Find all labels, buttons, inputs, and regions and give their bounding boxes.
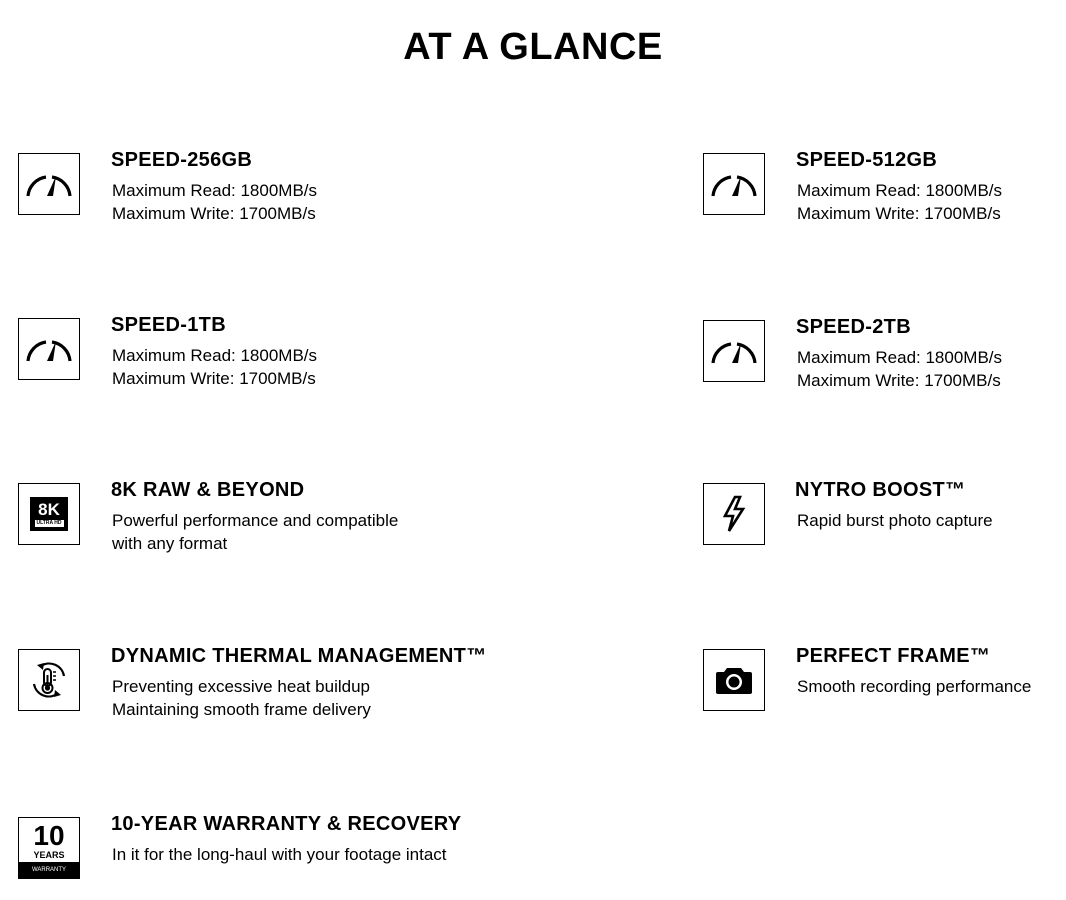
warranty-number: 10 xyxy=(33,820,65,851)
feature-heading: SPEED-512GB xyxy=(796,149,938,171)
feature-heading: SPEED-1TB xyxy=(111,314,226,336)
camera-icon xyxy=(703,649,765,711)
feature-line: Preventing excessive heat buildup xyxy=(112,677,370,696)
feature-line: Maximum Write: 1700MB/s xyxy=(797,371,1001,390)
warranty-badge-icon xyxy=(18,817,80,879)
ultra-hd-label: ULTRA HD xyxy=(36,520,62,526)
speedometer-icon xyxy=(18,318,80,380)
feature-heading: SPEED-256GB xyxy=(111,149,253,171)
feature-heading: 8K RAW & BEYOND xyxy=(111,479,305,501)
feature-line: Maximum Write: 1700MB/s xyxy=(112,369,316,388)
feature-line: Smooth recording performance xyxy=(797,677,1032,696)
feature-heading: SPEED-2TB xyxy=(796,316,911,338)
8k-ultra-hd-icon xyxy=(18,483,80,545)
feature-line: Maximum Write: 1700MB/s xyxy=(797,204,1001,223)
warranty-years: YEARS xyxy=(33,850,65,860)
feature-heading: NYTRO BOOST™ xyxy=(795,479,966,501)
page-title: AT A GLANCE xyxy=(403,26,663,68)
feature-line: Maximum Read: 1800MB/s xyxy=(112,346,318,365)
feature-line: Maximum Read: 1800MB/s xyxy=(797,348,1003,367)
feature-line: Maximum Read: 1800MB/s xyxy=(797,181,1003,200)
feature-line: with any format xyxy=(112,534,228,553)
feature-line: Maximum Write: 1700MB/s xyxy=(112,204,316,223)
thermometer-cycle-icon xyxy=(18,649,80,711)
feature-heading: DYNAMIC THERMAL MANAGEMENT™ xyxy=(111,645,487,667)
feature-line: In it for the long-haul with your footage intact xyxy=(112,845,447,864)
feature-line: Maximum Read: 1800MB/s xyxy=(112,181,318,200)
speedometer-icon xyxy=(703,153,765,215)
feature-line: Powerful performance and compatible xyxy=(112,511,399,530)
speedometer-icon xyxy=(18,153,80,215)
feature-heading: PERFECT FRAME™ xyxy=(796,645,991,667)
speedometer-icon xyxy=(703,320,765,382)
feature-line: Maintaining smooth frame delivery xyxy=(112,700,371,719)
feature-heading: 10-YEAR WARRANTY & RECOVERY xyxy=(111,813,462,835)
lightning-bolt-icon xyxy=(703,483,765,545)
8k-label: 8K xyxy=(38,500,60,519)
feature-line: Rapid burst photo capture xyxy=(797,511,993,530)
warranty-label: WARRANTY xyxy=(31,867,67,873)
